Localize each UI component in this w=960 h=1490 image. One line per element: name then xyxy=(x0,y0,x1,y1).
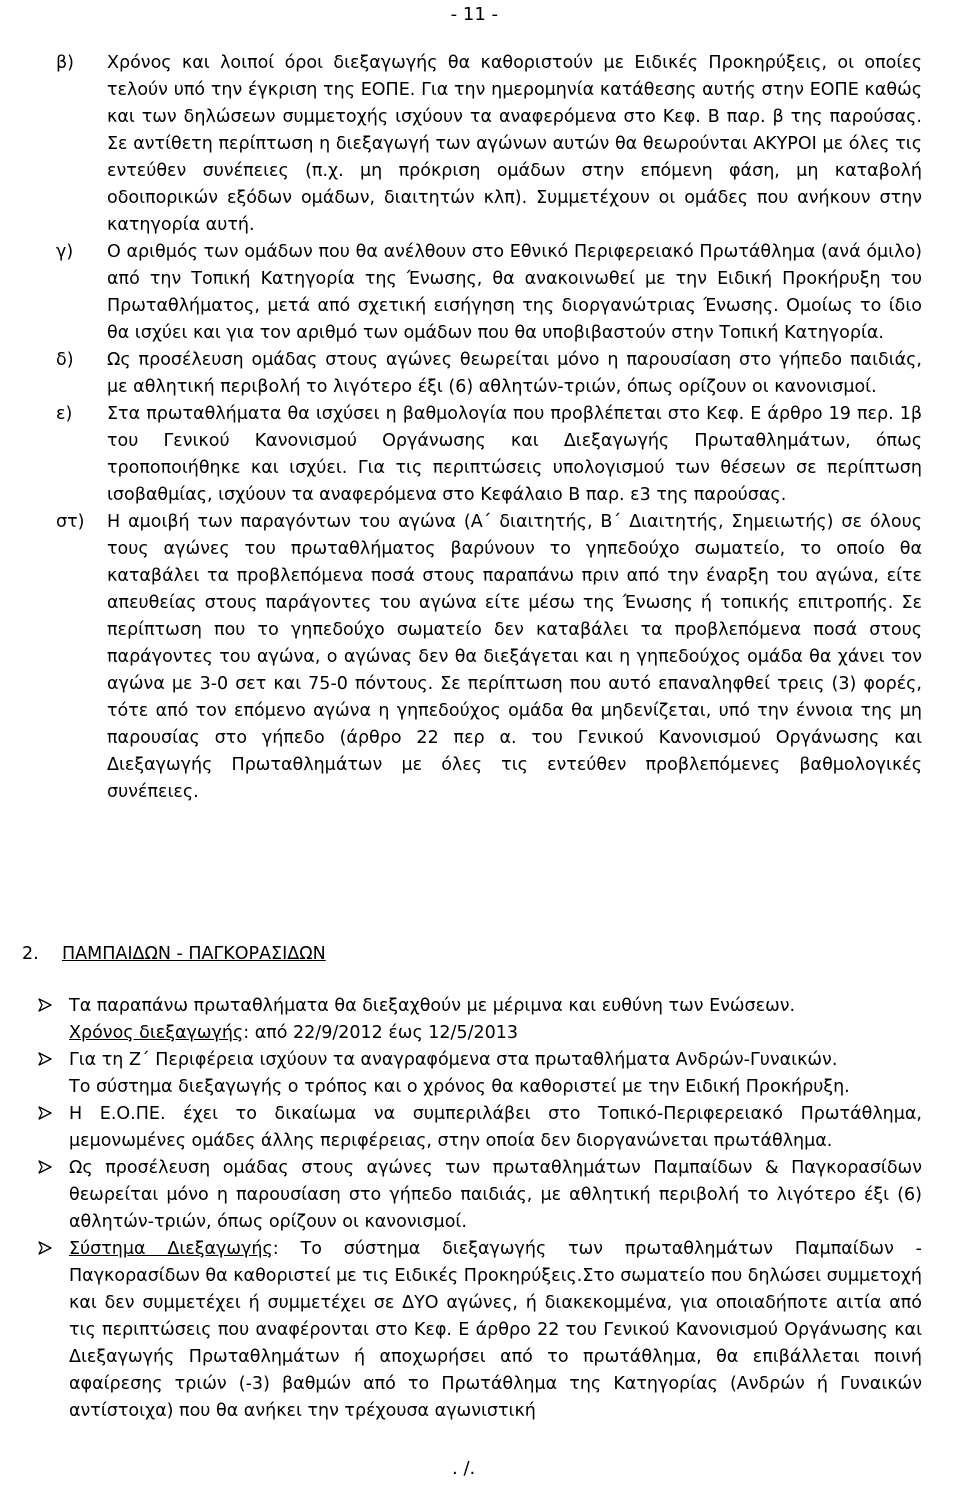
item-label: στ) xyxy=(56,512,85,532)
item-gamma xyxy=(56,239,922,347)
item-delta xyxy=(56,347,922,401)
section-heading xyxy=(22,941,326,968)
arrow-bullet-icon xyxy=(38,1236,56,1264)
item-text: Η αμοιβή των παραγόντων του αγώνα (Α΄ διαιτητής, Β΄ Διαιτητής, Σημειωτής) σε όλους τους αγώνες του πρωταθλήματος βαρύνουν το γηπεδούχο σωματείο, το οποίο θα καταβάλει τα προβλεπόμενα ποσά στους παραπάνω πριν από την έναρξη του αγώνα, είτε απευθείας στους παράγοντες του αγώνα είτε μέσω της Ένωσης ή τοπικής επιτροπής. Σε περίπτωση που το γηπεδούχο σωματείο δεν καταβάλει τα προβλεπόμενα ποσά στους παράγοντες του αγώνα, ο αγώνας δεν θα διεξάγεται και η γηπεδούχος ομάδα θα χάνει τον αγώνα με 3-0 σετ και 75-0 πόντους. Σε περίπτωση που αυτό επαναληφθεί τρεις (3) φορές, τότε από τον επόμενο αγώνα η γηπεδούχος ομάδα θα μηδενίζεται, υπό την έννοια της μη παρουσίας στο γήπεδο (άρθρο 22 περ α. του Γενικού Κανονισμού Οργάνωσης και Διεξαγωγής Πρωταθλημάτων με όλες τις εντεύθεν προβλεπόμενες βαθμολογικές συνέπειες. xyxy=(107,512,922,802)
item-text: Ως προσέλευση ομάδας στους αγώνες θεωρείται μόνο η παρουσίαση στο γήπεδο παιδιάς, με αθλητική περιβολή το λιγότερο έξι (6) αθλητών-τριών, όπως ορίζουν οι κανονισμοί. xyxy=(107,350,922,397)
continuation-mark: . /. xyxy=(452,1458,476,1479)
bullet-item xyxy=(38,1047,922,1101)
section-title: ΠΑΜΠΑΙΔΩΝ - ΠΑΓΚΟΡΑΣΙΔΩΝ xyxy=(62,944,326,964)
page-number: - 11 - xyxy=(450,4,498,25)
bullet-list xyxy=(38,993,922,1425)
arrow-bullet-icon xyxy=(38,1101,56,1129)
item-epsilon xyxy=(56,401,922,509)
bullet-text: Τα παραπάνω πρωταθλήματα θα διεξαχθούν με μέριμνα και ευθύνη των Ενώσεων. xyxy=(69,996,796,1016)
bullet-text: Για τη Ζ΄ Περιφέρεια ισχύουν τα αναγραφόμενα στα πρωταθλήματα Ανδρών-Γυναικών. xyxy=(69,1050,838,1070)
bullet-item xyxy=(38,1155,922,1236)
bullet-text: Η Ε.Ο.ΠΕ. έχει το δικαίωμα να συμπεριλάβει στο Τοπικό-Περιφερειακό Πρωτάθλημα, μεμονωμένες ομάδες άλλης περιφέρειας, στην οποία δεν διοργανώνεται πρωτάθλημα. xyxy=(69,1104,922,1151)
bullet-sub-label: Χρόνος διεξαγωγής xyxy=(69,1023,244,1043)
item-label: β) xyxy=(56,53,74,73)
item-text: Χρόνος και λοιποί όροι διεξαγωγής θα καθοριστούν με Ειδικές Προκηρύξεις, οι οποίες τελούν υπό την έγκριση της ΕΟΠΕ. Για την ημερομηνία κατάθεσης αυτής στην ΕΟΠΕ καθώς και των δηλώσεων συμμετοχής ισχύουν τα αναφερόμενα στο Κεφ. Β παρ. β της παρούσας. Σε αντίθετη περίπτωση η διεξαγωγή των αγώνων αυτών θα θεωρούνται ΑΚΥΡΟΙ με όλες τις εντεύθεν συνέπειες (π.χ. μη πρόκριση ομάδων στην επόμενη φάση, μη καταβολή οδοιπορικών εξόδων ομάδων, διαιτητών κλπ). Συμμετέχουν οι ομάδες που ανήκουν στην κατηγορία αυτή. xyxy=(107,53,922,235)
item-stigma xyxy=(56,509,922,806)
bullet-text: : Το σύστημα διεξαγωγής των πρωταθλημάτων Παμπαίδων - Παγκορασίδων θα καθοριστεί με τις Ειδικές Προκηρύξεις.Στο σωματείο που δηλώσει συμμετοχή και δεν συμμετέχει ή συμμετέχει σε ΔΥΟ αγώνες, ή διακεκομμένα, για οποιαδήποτε αιτία από τις περιπτώσεις που αναφέρονται στο Κεφ. Ε άρθρο 22 του Γενικού Κανονισμού Οργάνωσης και Διεξαγωγής Πρωταθλημάτων ή αποχωρήσει από το πρωτάθλημα, θα επιβάλλεται ποινή αφαίρεσης τριών (-3) βαθμών από το Πρωτάθλημα της Κατηγορίας (Ανδρών ή Γυναικών αντίστοιχα) που θα ανήκει την τρέχουσα αγωνιστική xyxy=(69,1239,922,1421)
bullet-item xyxy=(38,993,922,1047)
bullet-sub-text: : από 22/9/2012 έως 12/5/2013 xyxy=(243,1023,519,1043)
item-text: Ο αριθμός των ομάδων που θα ανέλθουν στο Εθνικό Περιφερειακό Πρωτάθλημα (ανά όμιλο) από την Τοπική Κατηγορία της Ένωσης, θα ανακοινωθεί με την Ειδική Προκήρυξη του Πρωταθλήματος, μετά από σχετική εισήγηση της διοργανώτριας Ένωσης. Ομοίως το ίδιο θα ισχύει και για τον αριθμό των ομάδων που θα υποβιβαστούν στην Τοπική Κατηγορία. xyxy=(107,242,922,343)
bullet-sub-text: Το σύστημα διεξαγωγής ο τρόπος και ο χρόνος θα καθοριστεί με την Ειδική Προκήρυξη. xyxy=(69,1077,850,1097)
item-label: δ) xyxy=(56,350,74,370)
item-text: Στα πρωταθλήματα θα ισχύσει η βαθμολογία που προβλέπεται στο Κεφ. Ε άρθρο 19 περ. 1β του Γενικού Κανονισμού Οργάνωσης και Διεξαγωγής Πρωταθλημάτων, όπως τροποποιήθηκε και ισχύει. Για τις περιπτώσεις υπολογισμού των θέσεων σε περίπτωση ισοβαθμίας, ισχύουν τα αναφερόμενα στο Κεφάλαιο Β παρ. ε3 της παρούσας. xyxy=(107,404,922,505)
bullet-item xyxy=(38,1236,922,1425)
bullet-label: Σύστημα Διεξαγωγής xyxy=(69,1239,273,1259)
item-beta xyxy=(56,50,922,239)
item-label: γ) xyxy=(56,242,74,262)
bullet-item xyxy=(38,1101,922,1155)
section-number: 2. xyxy=(22,944,39,964)
arrow-bullet-icon xyxy=(38,993,56,1021)
bullet-text: Ως προσέλευση ομάδας στους αγώνες των πρωταθλημάτων Παμπαίδων & Παγκορασίδων θεωρείται μόνο η παρουσίαση στο γήπεδο παιδιάς, με αθλητική περιβολή το λιγότερο έξι (6) αθλητών-τριών, όπως ορίζουν οι κανονισμοί. xyxy=(69,1158,922,1232)
arrow-bullet-icon xyxy=(38,1047,56,1075)
lettered-items xyxy=(56,50,922,806)
item-label: ε) xyxy=(56,404,73,424)
arrow-bullet-icon xyxy=(38,1155,56,1183)
